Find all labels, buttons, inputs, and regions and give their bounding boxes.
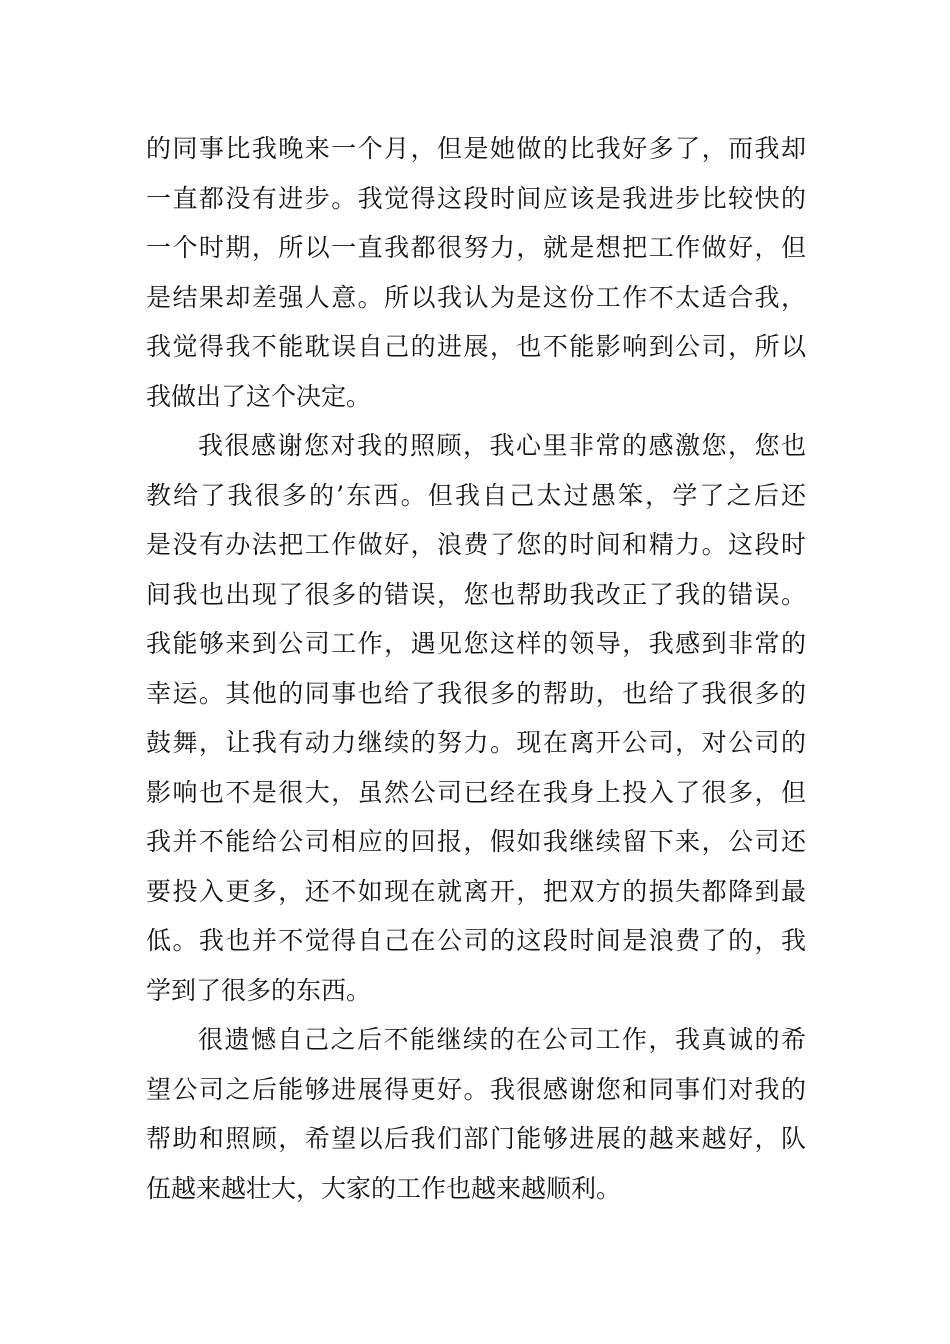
paragraph-line: 我做出了这个决定。 (146, 381, 372, 411)
paragraph-line: 影响也不是很大，虽然公司已经在我身上投入了很多，但 (146, 777, 806, 807)
paragraph-line: 鼓舞，让我有动力继续的努力。现在离开公司，对公司的 (146, 728, 806, 757)
paragraph-line: 低。我也并不觉得自己在公司的这段时间是浪费了的，我 (146, 926, 806, 955)
paragraph-3 (146, 1015, 806, 1213)
paragraph-line: 我很感谢您对我的照顾，我心里非常的感激您，您也 (198, 431, 806, 460)
paragraph-line: 伍越来越壮大，大家的工作也越来越顺利。 (146, 1173, 622, 1203)
paragraph-line: 一直都没有进步。我觉得这段时间应该是我进步比较快的 (146, 183, 806, 213)
paragraph-line: 间我也出现了很多的错误，您也帮助我改正了我的错误。 (146, 579, 806, 609)
paragraph-line: 很遗憾自己之后不能继续的在公司工作，我真诚的希 (198, 1025, 806, 1054)
paragraph-line: 一个时期，所以一直我都很努力，就是想把工作做好，但 (146, 233, 806, 262)
paragraph-line: 幸运。其他的同事也给了我很多的帮助，也给了我很多的 (146, 678, 806, 708)
paragraph-line: 我觉得我不能耽误自己的进展，也不能影响到公司，所以 (146, 332, 806, 361)
paragraph-line: 望公司之后能够进展得更好。我很感谢您和同事们对我的 (146, 1074, 806, 1104)
paragraph-line: 是结果却差强人意。所以我认为是这份工作不太适合我， (146, 282, 806, 312)
paragraph-1 (146, 124, 806, 421)
letter-body (146, 124, 806, 1213)
paragraph-line: 学到了很多的东西。 (146, 975, 372, 1005)
paragraph-line: 教给了我很多的’东西。但我自己太过愚笨，学了之后还 (146, 480, 806, 510)
paragraph-line: 是没有办法把工作做好，浪费了您的时间和精力。这段时 (146, 530, 806, 559)
paragraph-line: 的同事比我晚来一个月，但是她做的比我好多了，而我却 (146, 134, 806, 163)
paragraph-line: 要投入更多，还不如现在就离开，把双方的损失都降到最 (146, 876, 806, 906)
paragraph-line: 我并不能给公司相应的回报，假如我继续留下来，公司还 (146, 827, 806, 856)
paragraph-line: 我能够来到公司工作，遇见您这样的领导，我感到非常的 (146, 629, 806, 658)
paragraph-line: 帮助和照顾，希望以后我们部门能够进展的越来越好，队 (146, 1124, 806, 1153)
paragraph-2 (146, 421, 806, 1015)
